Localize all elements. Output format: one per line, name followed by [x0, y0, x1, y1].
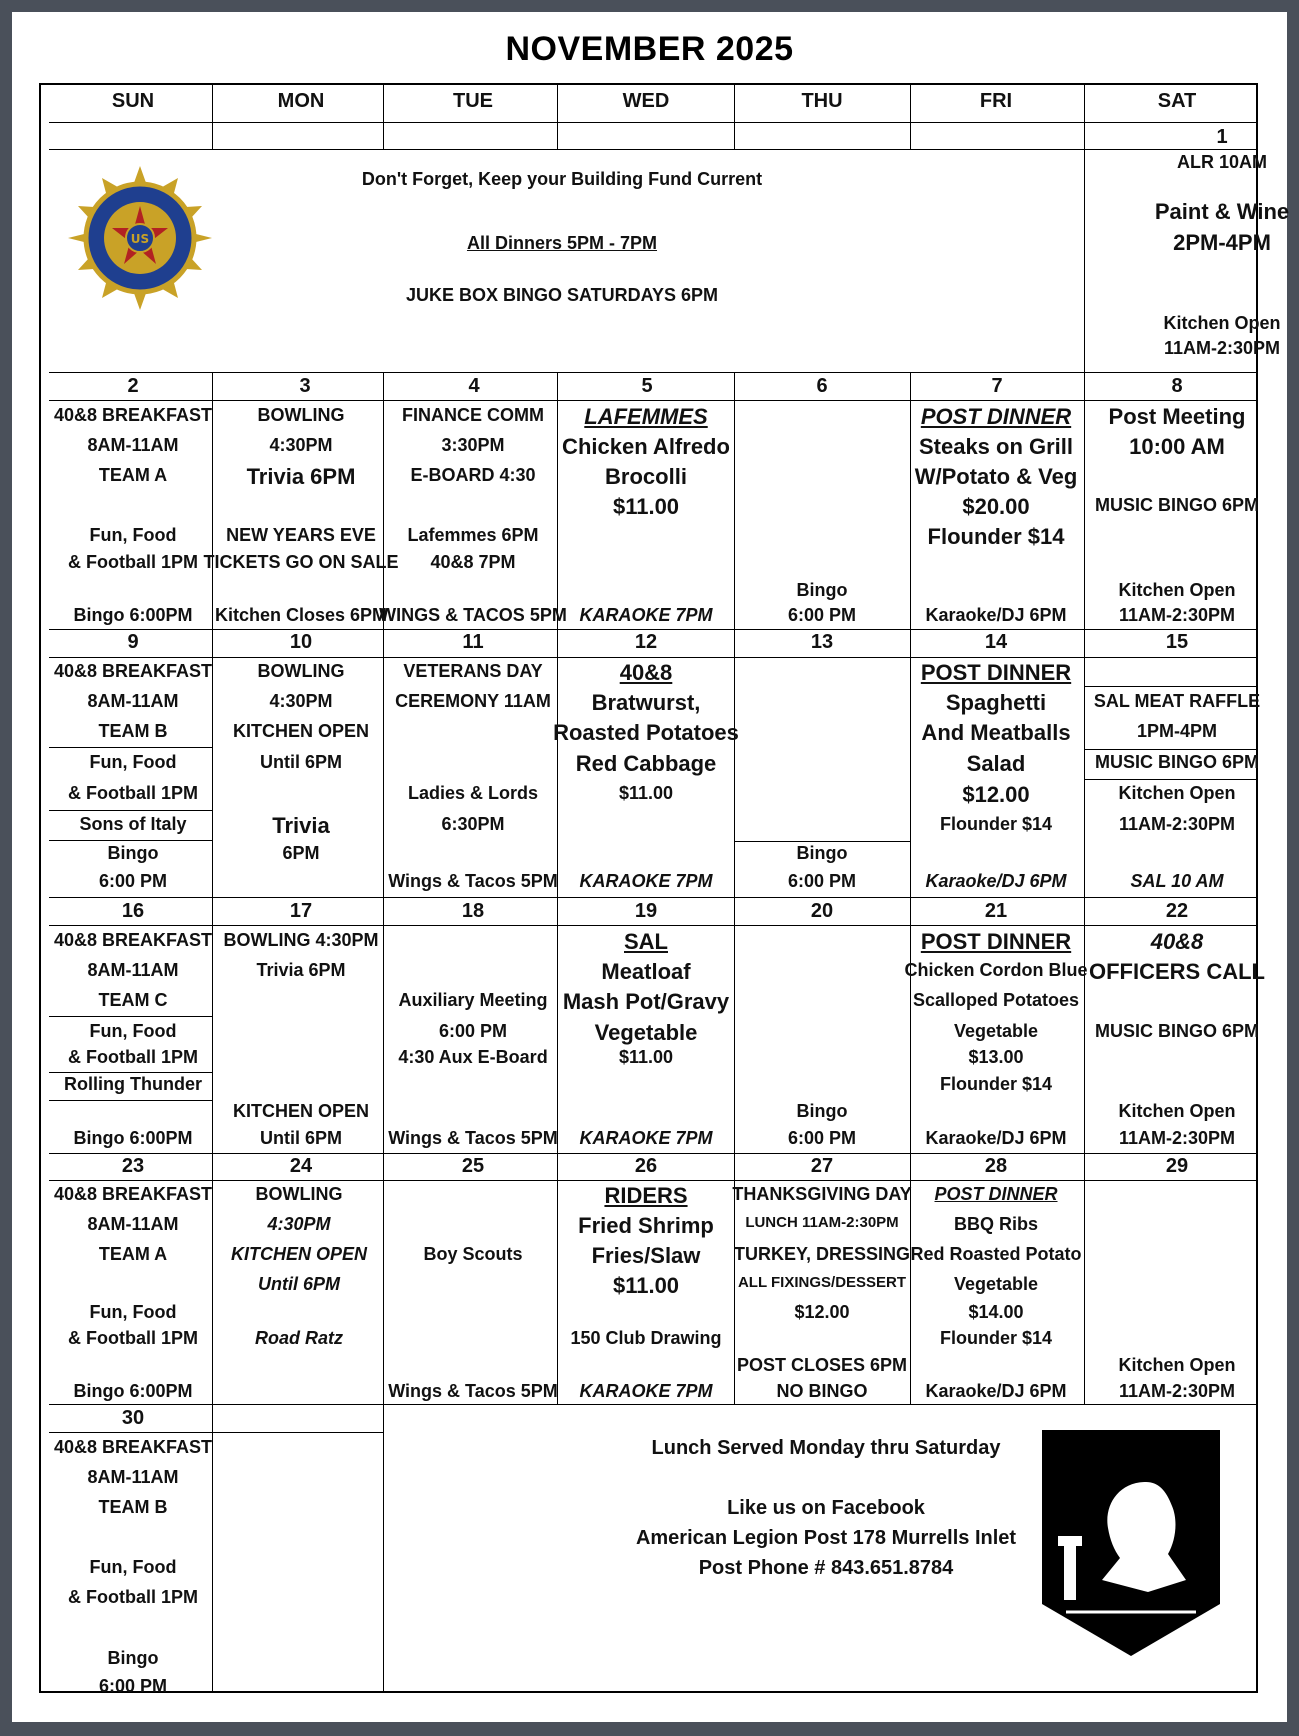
event-text: KITCHEN OPEN: [230, 1244, 368, 1264]
event-text: SAL 10 AM: [1130, 871, 1224, 891]
lunch-notice: Lunch Served Monday thru Saturday: [651, 1437, 1001, 1459]
event-text: Wings & Tacos 5PM: [388, 1128, 558, 1148]
event-text: Paint & Wine: [1154, 199, 1290, 224]
event-text: 40&8 7PM: [430, 552, 516, 572]
event-text: Trivia 6PM: [256, 960, 346, 980]
event-text: Kitchen Open: [1118, 580, 1236, 600]
event-text: 1PM-4PM: [1136, 721, 1218, 741]
event-text: ALR 10AM: [1176, 152, 1268, 172]
event-text: MUSIC BINGO 6PM: [1094, 752, 1260, 772]
event-text: Auxiliary Meeting: [398, 990, 548, 1010]
event-text: $11.00: [612, 494, 680, 519]
event-text: Kitchen Open: [1118, 1101, 1236, 1121]
event-text: 40&8: [1150, 929, 1204, 954]
event-text: Chicken Cordon Blue: [904, 960, 1088, 980]
calendar-page: [12, 12, 1290, 1722]
event-text: & Football 1PM: [68, 1328, 198, 1348]
event-text: And Meatballs: [921, 720, 1071, 745]
event-text: POST CLOSES 6PM: [736, 1355, 908, 1375]
date-number: 1: [1216, 126, 1228, 148]
event-text: Fun, Food: [89, 525, 177, 545]
event-text: Kitchen Open: [1118, 1355, 1236, 1375]
event-text: Flounder $14: [939, 814, 1053, 834]
grid-line: [1084, 372, 1085, 1404]
post-phone: Post Phone # 843.651.8784: [698, 1557, 954, 1579]
grid-line: [49, 897, 1257, 898]
date-number: 16: [121, 900, 145, 922]
event-text: 6:00 PM: [787, 605, 857, 625]
event-text: 8AM-11AM: [87, 1214, 179, 1234]
grid-line: [49, 1100, 212, 1101]
event-text: 6PM: [282, 843, 320, 863]
event-text: Steaks on Grill: [918, 434, 1074, 459]
event-text: KARAOKE 7PM: [579, 605, 713, 625]
grid-line: [1084, 779, 1257, 780]
event-text: Bingo: [107, 1648, 159, 1668]
grid-line: [49, 810, 212, 811]
grid-line: [1084, 749, 1257, 750]
svg-text:US: US: [130, 232, 150, 246]
event-text: $11.00: [618, 783, 674, 803]
date-number: 21: [984, 900, 1008, 922]
grid-line: [49, 149, 1257, 150]
date-number: 3: [299, 375, 311, 397]
event-text: $13.00: [968, 1047, 1024, 1067]
event-text: Meatloaf: [601, 959, 691, 984]
event-text: $14.00: [968, 1302, 1024, 1322]
event-text: Wings & Tacos 5PM: [388, 871, 558, 891]
grid-line: [557, 85, 558, 149]
day-header-sat: SAT: [1157, 90, 1197, 112]
event-text: Salad: [966, 751, 1026, 776]
grid-line: [734, 85, 735, 149]
date-number: 17: [289, 900, 313, 922]
page-title: NOVEMBER 2025: [505, 30, 794, 68]
event-text: POST DINNER: [934, 1184, 1058, 1204]
event-text: $11.00: [618, 1047, 674, 1067]
event-text: Red Roasted Potato: [910, 1244, 1082, 1264]
event-text: Scalloped Potatoes: [912, 990, 1080, 1010]
grid-line: [734, 841, 910, 842]
event-text: $20.00: [962, 494, 1030, 519]
event-text: Bratwurst,: [591, 690, 701, 715]
event-text: TEAM A: [98, 1244, 168, 1264]
event-text: Spaghetti: [945, 690, 1047, 715]
grid-line: [49, 747, 212, 748]
event-text: RIDERS: [604, 1183, 688, 1208]
event-text: KITCHEN OPEN: [232, 721, 370, 741]
event-text: TEAM A: [98, 465, 168, 485]
event-text: FINANCE COMM: [402, 405, 544, 425]
event-text: 8AM-11AM: [87, 1467, 179, 1487]
day-header-sun: SUN: [111, 90, 155, 112]
event-text: Roasted Potatoes: [553, 720, 739, 745]
event-text: NO BINGO: [776, 1381, 868, 1401]
event-text: SAL MEAT RAFFLE: [1093, 691, 1261, 711]
event-text: Kitchen Open: [1118, 783, 1236, 803]
grid-line: [49, 372, 1257, 373]
notice-building-fund: Don't Forget, Keep your Building Fund Current: [361, 169, 763, 189]
event-text: Karaoke/DJ 6PM: [925, 605, 1067, 625]
event-text: E-BOARD 4:30: [410, 465, 536, 485]
date-number: 6: [816, 375, 828, 397]
event-text: & Football 1PM: [68, 552, 198, 572]
event-text: Rolling Thunder: [64, 1074, 202, 1094]
date-number: 23: [121, 1155, 145, 1177]
event-text: Kitchen Closes 6PM: [214, 605, 388, 625]
grid-line: [49, 657, 1257, 658]
event-text: Bingo 6:00PM: [73, 1128, 193, 1148]
event-text: Fried Shrimp: [578, 1213, 714, 1238]
event-text: 6:00 PM: [98, 871, 168, 891]
grid-line: [383, 85, 384, 149]
event-text: 40&8 BREAKFAST: [53, 661, 213, 681]
date-number: 15: [1165, 631, 1189, 653]
grid-line: [383, 372, 384, 1404]
event-text: Post Meeting: [1108, 404, 1246, 429]
grid-line: [49, 122, 1257, 123]
event-text: Mash Pot/Gravy: [562, 989, 730, 1014]
event-text: Flounder $14: [939, 1328, 1053, 1348]
event-text: TEAM B: [98, 721, 168, 741]
event-text: MUSIC BINGO 6PM: [1094, 1021, 1260, 1041]
event-text: & Football 1PM: [68, 1587, 198, 1607]
event-text: Until 6PM: [257, 1274, 341, 1294]
pow-mia-flag-icon: [1036, 1424, 1226, 1662]
event-text: Trivia 6PM: [246, 464, 356, 489]
event-text: KITCHEN OPEN: [232, 1101, 370, 1121]
date-number: 30: [121, 1407, 145, 1429]
event-text: Fries/Slaw: [591, 1243, 701, 1268]
event-text: Bingo: [107, 843, 159, 863]
event-text: Until 6PM: [259, 752, 343, 772]
notice-jukebox-bingo: JUKE BOX BINGO SATURDAYS 6PM: [405, 285, 719, 305]
event-text: THANKSGIVING DAY: [732, 1184, 912, 1204]
event-text: 40&8 BREAKFAST: [53, 1184, 213, 1204]
date-number: 24: [289, 1155, 313, 1177]
event-text: Flounder $14: [939, 1074, 1053, 1094]
date-number: 26: [634, 1155, 658, 1177]
event-text: POST DINNER: [920, 404, 1072, 429]
event-text: Bingo 6:00PM: [73, 605, 193, 625]
grid-line: [383, 1404, 384, 1692]
event-text: Karaoke/DJ 6PM: [925, 1381, 1067, 1401]
event-text: 40&8: [619, 660, 673, 685]
event-text: Boy Scouts: [423, 1244, 523, 1264]
grid-line: [49, 1404, 1257, 1405]
day-header-wed: WED: [622, 90, 670, 112]
event-text: BBQ Ribs: [953, 1214, 1039, 1234]
facebook-notice: Like us on Facebook: [727, 1497, 925, 1519]
date-number: 8: [1171, 375, 1183, 397]
event-text: Fun, Food: [89, 1302, 177, 1322]
event-text: TEAM B: [98, 1497, 168, 1517]
event-text: & Football 1PM: [68, 783, 198, 803]
event-text: Trivia: [272, 813, 330, 838]
date-number: 14: [984, 631, 1008, 653]
event-text: W/Potato & Veg: [914, 464, 1078, 489]
event-text: 4:30PM: [269, 691, 333, 711]
event-text: TICKETS GO ON SALE: [203, 552, 399, 572]
event-text: ALL FIXINGS/DESSERT: [737, 1274, 907, 1291]
event-text: WINGS & TACOS 5PM: [379, 605, 567, 625]
date-number: 10: [289, 631, 313, 653]
grid-line: [49, 1153, 1257, 1154]
date-number: 2: [127, 375, 139, 397]
american-legion-emblem-icon: [66, 164, 214, 312]
event-text: Bingo: [796, 580, 848, 600]
event-text: Karaoke/DJ 6PM: [925, 1128, 1067, 1148]
date-number: 11: [462, 631, 484, 653]
event-text: MUSIC BINGO 6PM: [1094, 495, 1260, 515]
date-number: 25: [461, 1155, 485, 1177]
grid-line: [49, 1180, 1257, 1181]
event-text: 11AM-2:30PM: [1118, 814, 1236, 834]
grid-line: [49, 1432, 383, 1433]
event-text: 8AM-11AM: [87, 691, 179, 711]
event-text: Fun, Food: [89, 1021, 177, 1041]
event-text: 40&8 BREAKFAST: [53, 1437, 213, 1457]
event-text: & Football 1PM: [68, 1047, 198, 1067]
grid-line: [49, 840, 212, 841]
event-text: BOWLING: [257, 661, 345, 681]
grid-line: [1084, 85, 1085, 149]
event-text: KARAOKE 7PM: [579, 1128, 713, 1148]
grid-line: [49, 629, 1257, 630]
event-text: 2PM-4PM: [1173, 230, 1271, 255]
event-text: 40&8 BREAKFAST: [53, 405, 213, 425]
event-text: Vegetable: [953, 1021, 1039, 1041]
event-text: 6:00 PM: [787, 871, 857, 891]
grid-line: [212, 1404, 213, 1692]
grid-line: [1084, 149, 1085, 372]
event-text: Fun, Food: [89, 1557, 177, 1577]
event-text: 3:30PM: [441, 435, 505, 455]
event-text: TEAM C: [98, 990, 168, 1010]
event-text: Vegetable: [594, 1020, 698, 1045]
date-number: 22: [1165, 900, 1189, 922]
event-text: OFFICERS CALL: [1089, 959, 1265, 984]
notice-dinner-hours: All Dinners 5PM - 7PM: [466, 233, 658, 253]
event-text: Brocolli: [605, 464, 687, 489]
grid-line: [910, 85, 911, 149]
event-text: BOWLING: [257, 405, 345, 425]
date-number: 20: [810, 900, 834, 922]
event-text: CEREMONY 11AM: [395, 691, 551, 711]
grid-line: [49, 925, 1257, 926]
event-text: BOWLING 4:30PM: [223, 930, 379, 950]
day-header-tue: TUE: [453, 90, 493, 112]
event-text: 4:30PM: [267, 1214, 331, 1234]
date-number: 12: [634, 631, 658, 653]
event-text: LUNCH 11AM-2:30PM: [745, 1214, 899, 1231]
event-text: Fun, Food: [89, 752, 177, 772]
event-text: Karaoke/DJ 6PM: [925, 871, 1067, 891]
event-text: 8AM-11AM: [87, 435, 179, 455]
event-text: SAL: [624, 929, 668, 954]
date-number: 4: [468, 375, 480, 397]
event-text: Wings & Tacos 5PM: [388, 1381, 558, 1401]
date-number: 13: [810, 631, 834, 653]
event-text: POST DINNER: [920, 660, 1072, 685]
event-text: 11AM-2:30PM: [1118, 605, 1236, 625]
event-text: Sons of Italy: [79, 814, 187, 834]
day-header-fri: FRI: [979, 90, 1013, 112]
event-text: LAFEMMES: [584, 404, 708, 429]
event-text: 150 Club Drawing: [570, 1328, 722, 1348]
event-text: Ladies & Lords: [407, 783, 539, 803]
grid-line: [212, 85, 213, 149]
event-text: TURKEY, DRESSING: [733, 1244, 911, 1264]
grid-line: [212, 372, 213, 1404]
event-text: Red Cabbage: [575, 751, 717, 776]
event-text: 11AM-2:30PM: [1118, 1381, 1236, 1401]
event-text: Bingo: [796, 1101, 848, 1121]
date-number: 5: [641, 375, 653, 397]
event-text: 11AM-2:30PM: [1163, 338, 1281, 358]
grid-line: [49, 400, 1257, 401]
event-text: Until 6PM: [259, 1128, 343, 1148]
event-text: 4:30PM: [269, 435, 333, 455]
event-text: 6:00 PM: [438, 1021, 508, 1041]
date-number: 9: [127, 631, 139, 653]
event-text: 6:30PM: [441, 814, 505, 834]
day-header-mon: MON: [277, 90, 325, 112]
event-text: Chicken Alfredo: [562, 434, 730, 459]
event-text: KARAOKE 7PM: [579, 871, 713, 891]
event-text: Lafemmes 6PM: [407, 525, 539, 545]
event-text: $12.00: [794, 1302, 850, 1322]
event-text: 10:00 AM: [1129, 434, 1225, 459]
date-number: 7: [991, 375, 1003, 397]
event-text: $11.00: [612, 1273, 680, 1298]
event-text: BOWLING: [255, 1184, 343, 1204]
event-text: KARAOKE 7PM: [579, 1381, 713, 1401]
event-text: 11AM-2:30PM: [1118, 1128, 1236, 1148]
event-text: Kitchen Open: [1163, 313, 1281, 333]
event-text: Bingo 6:00PM: [73, 1381, 193, 1401]
event-text: $12.00: [962, 782, 1030, 807]
event-text: 4:30 Aux E-Board: [398, 1047, 548, 1067]
date-number: 19: [634, 900, 658, 922]
post-name: American Legion Post 178 Murrells Inlet: [635, 1527, 1017, 1549]
event-text: Flounder $14: [927, 524, 1065, 549]
event-text: 8AM-11AM: [87, 960, 179, 980]
event-text: POST DINNER: [920, 929, 1072, 954]
event-text: 40&8 BREAKFAST: [53, 930, 213, 950]
date-number: 28: [984, 1155, 1008, 1177]
event-text: Road Ratz: [254, 1328, 344, 1348]
event-text: Vegetable: [953, 1274, 1039, 1294]
date-number: 18: [461, 900, 485, 922]
date-number: 29: [1165, 1155, 1189, 1177]
event-text: NEW YEARS EVE: [226, 525, 376, 545]
date-number: 27: [810, 1155, 834, 1177]
grid-line: [1084, 686, 1257, 687]
grid-line: [49, 1016, 212, 1017]
event-text: 6:00 PM: [787, 1128, 857, 1148]
event-text: VETERANS DAY: [403, 661, 543, 681]
day-header-thu: THU: [801, 90, 843, 112]
grid-line: [49, 1072, 212, 1073]
event-text: 6:00 PM: [98, 1676, 168, 1696]
event-text: Bingo: [796, 843, 848, 863]
